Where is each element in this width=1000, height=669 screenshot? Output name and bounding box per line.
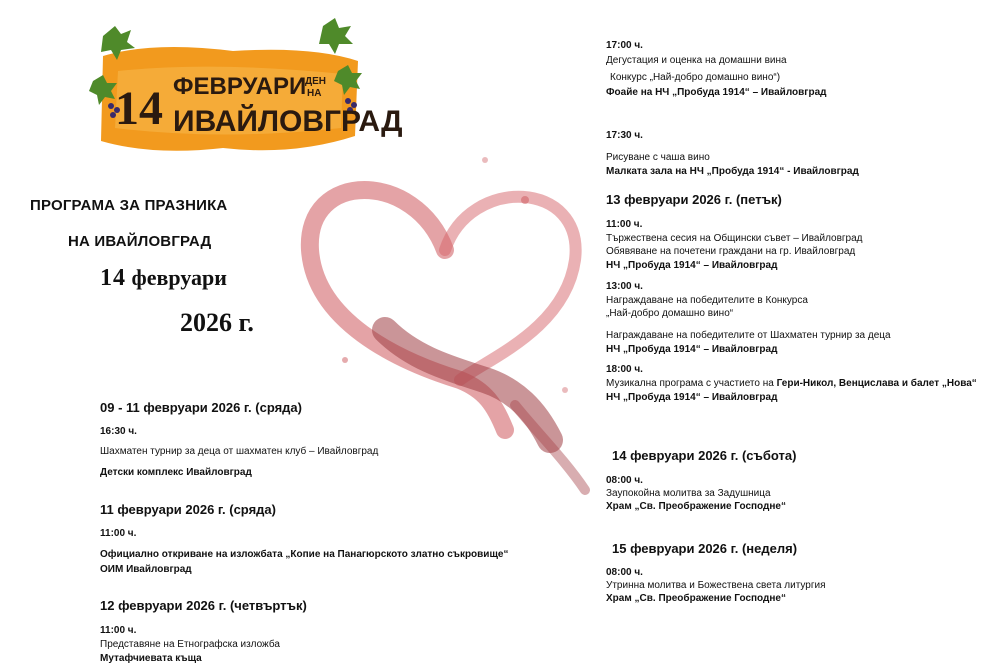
logo-number: 14 [115,82,163,135]
event-place: НЧ „Пробуда 1914“ – Ивайловград [606,392,778,403]
event-place: НЧ „Пробуда 1914“ – Ивайловград [606,344,778,355]
event-description: Официално откриване на изложбата „Копие на Панагюрското златно съкровище“ [100,549,509,560]
event-time: 11:00 ч. [606,219,643,230]
event-time: 17:30 ч. [606,130,643,141]
event-time: 08:00 ч. [606,475,643,486]
event-place: Храм „Св. Преображение Господне“ [606,593,786,604]
logo-line2: ИВАЙЛОВГРАД [173,105,403,138]
program-title-line2: НА ИВАЙЛОВГРАД [68,233,212,250]
title-date-number: 14 [100,265,126,291]
event-time: 17:00 ч. [606,40,643,51]
event-place: НЧ „Пробуда 1914“ – Ивайловград [606,260,778,271]
event-description-text: Музикална програма с участието на [606,378,777,389]
title-date-word: февруари [131,265,227,290]
wine-heart-illustration [285,130,605,550]
event-description: Рисуване с чаша вино [606,152,710,163]
event-description: Тържествена сесия на Общински съвет – Ивайловград [606,233,863,244]
title-date [100,265,227,292]
event-place: Малката зала на НЧ „Пробуда 1914“ - Ивайловград [606,166,859,177]
section-heading: 14 февруари 2026 г. (събота) [612,448,797,463]
title-year: 2026 г. [180,308,254,337]
section-heading: 11 февруари 2026 г. (сряда) [100,502,276,517]
event-place: Мутафчиевата къща [100,653,202,664]
festival-logo [93,16,403,166]
event-description: Обявяване на почетени граждани на гр. Ивайловград [606,246,856,257]
event-time: 16:30 ч. [100,426,137,437]
event-description: Награждаване на победителите в Конкурса [606,295,808,306]
event-place: Храм „Св. Преображение Господне“ [606,501,786,512]
event-time: 13:00 ч. [606,281,643,292]
logo-line1: ФЕВРУАРИ [173,73,307,100]
event-time: 11:00 ч. [100,528,137,539]
event-description: Награждаване на победителите от Шахматен турнир за деца [606,330,891,341]
event-place: Детски комплекс Ивайловград [100,467,252,478]
performers: Гери-Никол, Венцислава и балет „Нова“ [776,378,977,389]
event-description: Шахматен турнир за деца от шахматен клуб – Ивайловград [100,446,379,457]
event-description: „Най-добро домашно вино“ [606,308,734,319]
event-description [606,378,977,390]
event-description: Представяне на Етнографска изложба [100,639,280,650]
section-heading: 09 - 11 февруари 2026 г. (сряда) [100,400,302,415]
event-description: Конкурс „Най-добро домашно вино“) [610,72,781,83]
event-description: Заупокойна молитва за Задушница [606,488,771,499]
section-heading: 12 февруари 2026 г. (четвъртък) [100,598,307,613]
section-heading: 15 февруари 2026 г. (неделя) [612,541,798,556]
event-time: 08:00 ч. [606,567,643,578]
program-title-line1: ПРОГРАМА ЗА ПРАЗНИКА [30,197,228,214]
event-time: 11:00 ч. [100,625,137,636]
section-heading: 13 февруари 2026 г. (петък) [606,192,782,207]
event-place: Фоайе на НЧ „Пробуда 1914“ – Ивайловград [606,87,827,98]
logo-den: ДЕН [305,76,327,87]
event-place: ОИМ Ивайловград [100,564,192,575]
logo-na: НА [307,88,322,99]
event-description: Утринна молитва и Божествена света литургия [606,580,826,591]
event-time: 18:00 ч. [606,364,643,375]
event-description: Дегустация и оценка на домашни вина [606,55,787,66]
